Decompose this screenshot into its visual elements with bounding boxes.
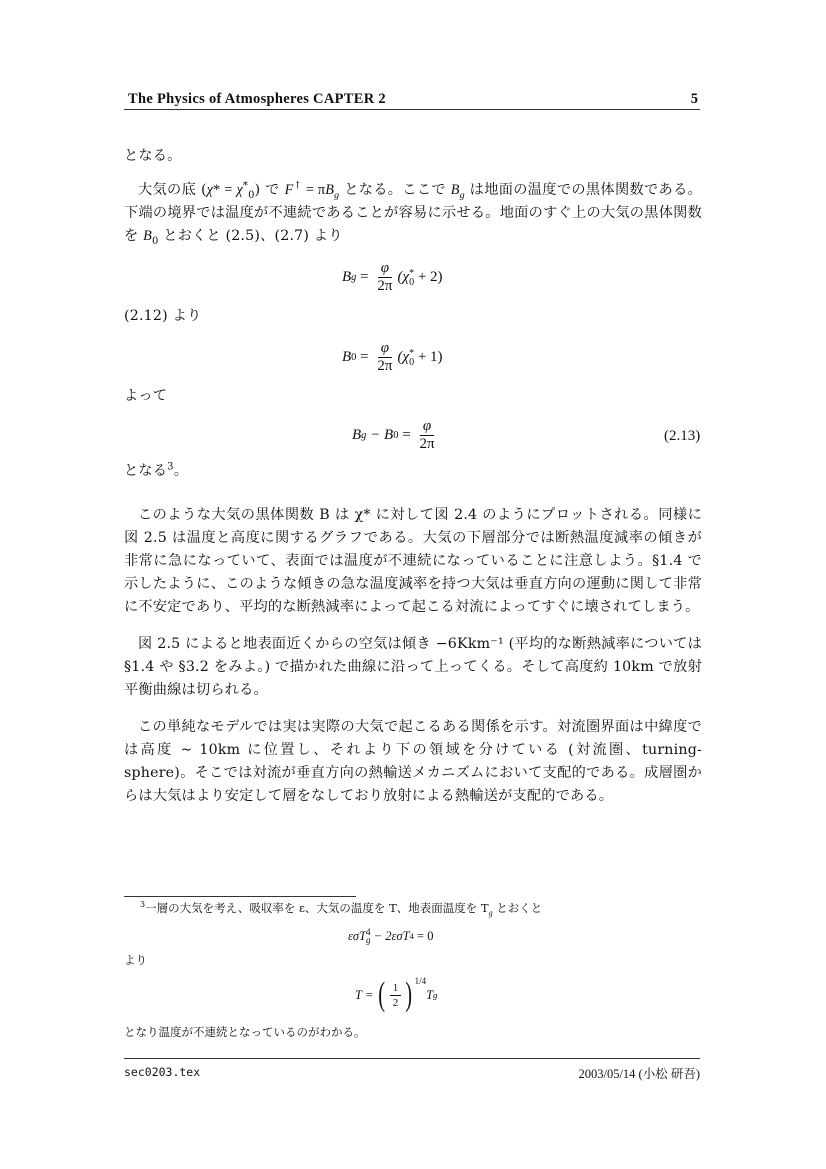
eq-minus: − B — [366, 427, 394, 443]
text: となる — [124, 463, 168, 479]
running-header — [124, 89, 700, 110]
eq-sign: = — [356, 269, 373, 285]
footer-date-author: 2003/05/14 (小松 研吾) — [578, 1067, 700, 1081]
equation-number: (2.13) — [664, 428, 701, 444]
sup: 4 — [366, 927, 371, 937]
eq-term: = 0 — [413, 928, 434, 943]
paragraph-3: (2.12) より — [124, 308, 202, 324]
footer-filename: sec0203.tex — [124, 1065, 201, 1079]
footnote-line-2: より — [124, 953, 147, 967]
sup: * — [242, 180, 249, 192]
right-paren: ) — [405, 976, 413, 1013]
eq-sign: = — [356, 349, 373, 365]
footnote-mark: 3 — [140, 900, 146, 910]
paragraph-8: この単純なモデルでは実は実際の大気で起こるある関係を示す。対流圏界面は中緯度では高度 ∼ 10km に位置し、それより下の領域を分けている (対流圏、turning-sphere)。そこでは対流が垂直方向の熱輸送メカニズムにおいて支配的である。成層圏からは大気はより安定して層をなしており放射による熱輸送が支配的である。 — [124, 719, 702, 804]
denominator: 2π — [419, 436, 435, 452]
denominator: 2π — [377, 278, 393, 294]
eq-rhs: T — [426, 987, 434, 1002]
paragraph-1: となる。 — [124, 148, 182, 164]
numerator: φ — [378, 260, 392, 278]
text: 。 — [173, 463, 189, 479]
footnote-rule — [124, 896, 356, 897]
text: = π — [301, 182, 326, 198]
fraction — [374, 260, 395, 295]
sub: g — [488, 908, 493, 918]
text: ) で — [254, 182, 285, 198]
eq-lhs: B — [342, 269, 352, 285]
math-F: F — [284, 182, 294, 198]
fraction — [390, 981, 402, 1010]
paragraph-6: このような大気の黒体関数 B は χ* に対して図 2.4 のようにプロットされる。同様に図 2.5 は温度と高度に関するグラフである。大気の下層部分では断熱温度減率の傾きが非常に急になっていて、表面では温度が不連続になっていることに注意しよう。§1.4 で示したように、このような傾きの急な温度減率を持つ大気は垂直方向の運動に関して非常に不安定であり、平均的な断熱減率によって起こる対流によってすぐに壊されてしまう。 — [124, 507, 702, 615]
paragraph-7: 図 2.5 によると地表面近くからの空気は傾き −6Kkm⁻¹ (平均的な断熱減率については §1.4 や §3.2 をみよ。) で描かれた曲線に沿って上ってくる。そして高度約 10km で放射平衡曲線は切られる。 — [124, 636, 702, 698]
sup: * — [409, 347, 415, 359]
sup: ↑ — [293, 180, 302, 192]
denominator: 2π — [377, 358, 393, 374]
eq-rhs-end: + 1) — [414, 349, 443, 365]
equation-b0: B 0 = $\frac{\varphi}{2\pi}$ (χ * 0 + 1) — [342, 340, 443, 374]
text: とおくと — [492, 901, 543, 915]
paragraph-4: よって — [124, 388, 168, 404]
paragraph-2 — [124, 179, 702, 248]
sub: g — [334, 189, 340, 201]
paragraph-5 — [124, 460, 702, 483]
fraction — [374, 340, 395, 375]
sub: g — [459, 189, 465, 201]
text: * = — [213, 182, 237, 198]
footnote-equation-2: T = ( $\frac{1}{2}$ ) 1/4 T g — [355, 976, 438, 1013]
eq-term: − 2εσT — [370, 928, 410, 943]
eq-term: εσT — [348, 928, 367, 943]
eq-lhs: T = — [355, 987, 377, 1002]
numerator: φ — [420, 418, 434, 436]
page-number: 5 — [690, 91, 698, 107]
footnote-line-3: となり温度が不連続となっているのがわかる。 — [124, 1025, 366, 1039]
left-paren: ( — [378, 976, 386, 1013]
eq-lhs: B — [342, 349, 352, 365]
math-B: B — [325, 182, 335, 198]
eq-lhs: B — [352, 427, 362, 443]
sub: 0 — [248, 189, 255, 201]
running-footer — [124, 1058, 700, 1083]
equation-2-13: B g − B 0 = $\frac{\varphi}{2\pi}$ — [352, 418, 440, 453]
eq-rhs-end: + 2) — [414, 269, 443, 285]
header-title: The Physics of Atmospheres CAPTER 2 — [128, 91, 386, 107]
fraction — [416, 418, 437, 453]
sub: 0 — [409, 356, 415, 368]
eq-rhs: (χ — [397, 269, 410, 285]
sub: 0 — [151, 235, 159, 247]
sub: 0 — [409, 276, 415, 288]
text: 大気の底 ( — [138, 182, 207, 198]
equation-bg: B g = $\frac{\varphi}{2\pi}$ (χ * 0 + 2) — [342, 260, 443, 294]
sup: * — [409, 267, 415, 279]
footnote-equation-1: εσT 4 g − 2εσT 4 = 0 — [348, 927, 434, 945]
sub: g — [366, 935, 371, 945]
footnote-mark[interactable]: 3 — [167, 461, 174, 473]
text: となる。ここで — [339, 182, 451, 198]
numerator: 1 — [390, 981, 402, 996]
numerator: φ — [378, 340, 392, 358]
text: 一層の大気を考え、吸収率を ε、大気の温度を T、地表面温度を T — [145, 901, 489, 915]
text: は地面の温度での黒体関数である。下端の境界では温度が不連続であることが容易に示せる。地面のすぐ上の大気の黒体関数を — [124, 182, 702, 244]
footnote-line-1 — [140, 900, 542, 916]
eq-sign: = — [398, 427, 415, 443]
exponent: 1/4 — [414, 976, 427, 986]
math-B: B — [143, 228, 152, 244]
math-chi: χ — [206, 182, 214, 198]
eq-rhs: (χ — [397, 349, 410, 365]
denominator: 2 — [392, 996, 399, 1009]
math-B: B — [450, 182, 460, 198]
text: とおくと (2.5)、(2.7) より — [158, 228, 343, 244]
math-chi0: χ — [236, 182, 243, 198]
